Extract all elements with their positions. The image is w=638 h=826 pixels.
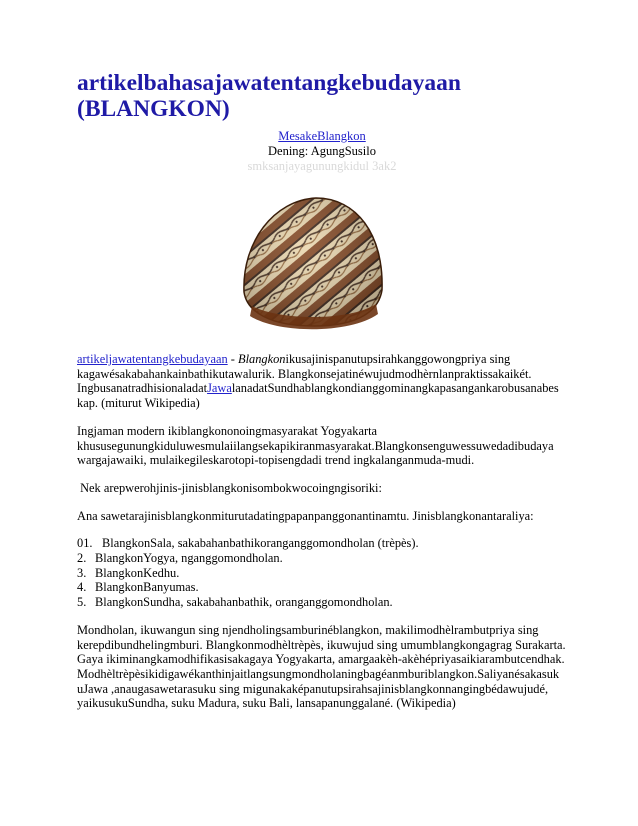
types-list (77, 536, 572, 610)
types-intro: Ana sawetarajinisblangkonmiturutadatingpapanpanggonantinamtu. Jinisblangkonantaraliya: (77, 508, 534, 523)
list-item: 01. BlangkonSala, sakabahanbathikoranganggomondholan (trèpès). (77, 536, 419, 551)
modern-paragraph: Ingjaman modern ikiblangkononoingmasyarakat Yogyakarta khususegunungkiduluwesmulaiilangsekapikiranmasyarakat.Blangkonsenguwessuwedadibudaya wargajawaiki, mulaikegileskarotopi-topisengdadi trend ingkalanganmuda-mudi. (77, 423, 554, 468)
page-title: artikelbahasajawatentangkebudayaan (BLANGKON) (77, 70, 461, 122)
list-item: 4. BlangkonBanyumas. (77, 580, 199, 595)
intro-link[interactable]: artikeljawatentangkebudayaan (77, 352, 228, 366)
author: Dening: AgungSusilo (268, 144, 376, 158)
kinds-intro: Nek arepwerohjinis-jinisblangkonisombokwocoingngisoriki: (77, 480, 382, 495)
intro-paragraph (77, 352, 572, 411)
list-item: 5. BlangkonSundha, sakabahanbathik, oranganggomondholan. (77, 595, 393, 610)
jawa-link[interactable]: Jawa (207, 381, 232, 396)
mondholan-paragraph: Mondholan, ikuwangun sing njendholingsamburinéblangkon, makilimodhèlrambutpriya sing kerepdibundhelingmburi. Blangkonmodhèltrèpès, ikuwujud sing umumblangkongagrag Surakarta. Gaya ikiminangkamodhifikasisakagaya Yogyakarta, amargaakèh-akèhépriyasaikiarambutcendhak. Modhèltrèpèsikidigawékanthinjaitlangsungmondholaningbagéanmburiblangkon.Saliyanésakasuk uJawa ,anaugasawetarasuku sing migunakaképanutupsirahsajinisblangkonnangingbédawujudé, yaikusukuSundha, suku Madura, suku Bali, lansapanunggalané. (Wikipedia) (77, 622, 566, 711)
intro-dash: - (227, 352, 239, 366)
watermark: smksanjayagunungkidul 3ak2 (247, 159, 397, 173)
article-body (77, 352, 572, 724)
intro-text-2: lanadatSundhablangkondianggominangkapasangankarobusanabes kap. (miturut Wikipedia) (77, 381, 559, 411)
header-link[interactable]: MesakeBlangkon (278, 129, 366, 143)
list-item: 2. BlangkonYogya, nganggomondholan. (77, 551, 283, 566)
article-header (77, 70, 567, 174)
list-item: 3. BlangkonKedhu. (77, 565, 180, 580)
intro-text-1: ikusajinispanutupsirahkanggowongpriya sing kagawésakabahankainbathikutawalurik. Blangkonsejatinéwujudmodhèrnlanpraktissakaikét. Ingbusanatradhisionaladat (77, 352, 532, 396)
byline (77, 129, 567, 174)
intro-italic: Blangkon (238, 352, 286, 366)
blangkon-image (238, 194, 388, 346)
